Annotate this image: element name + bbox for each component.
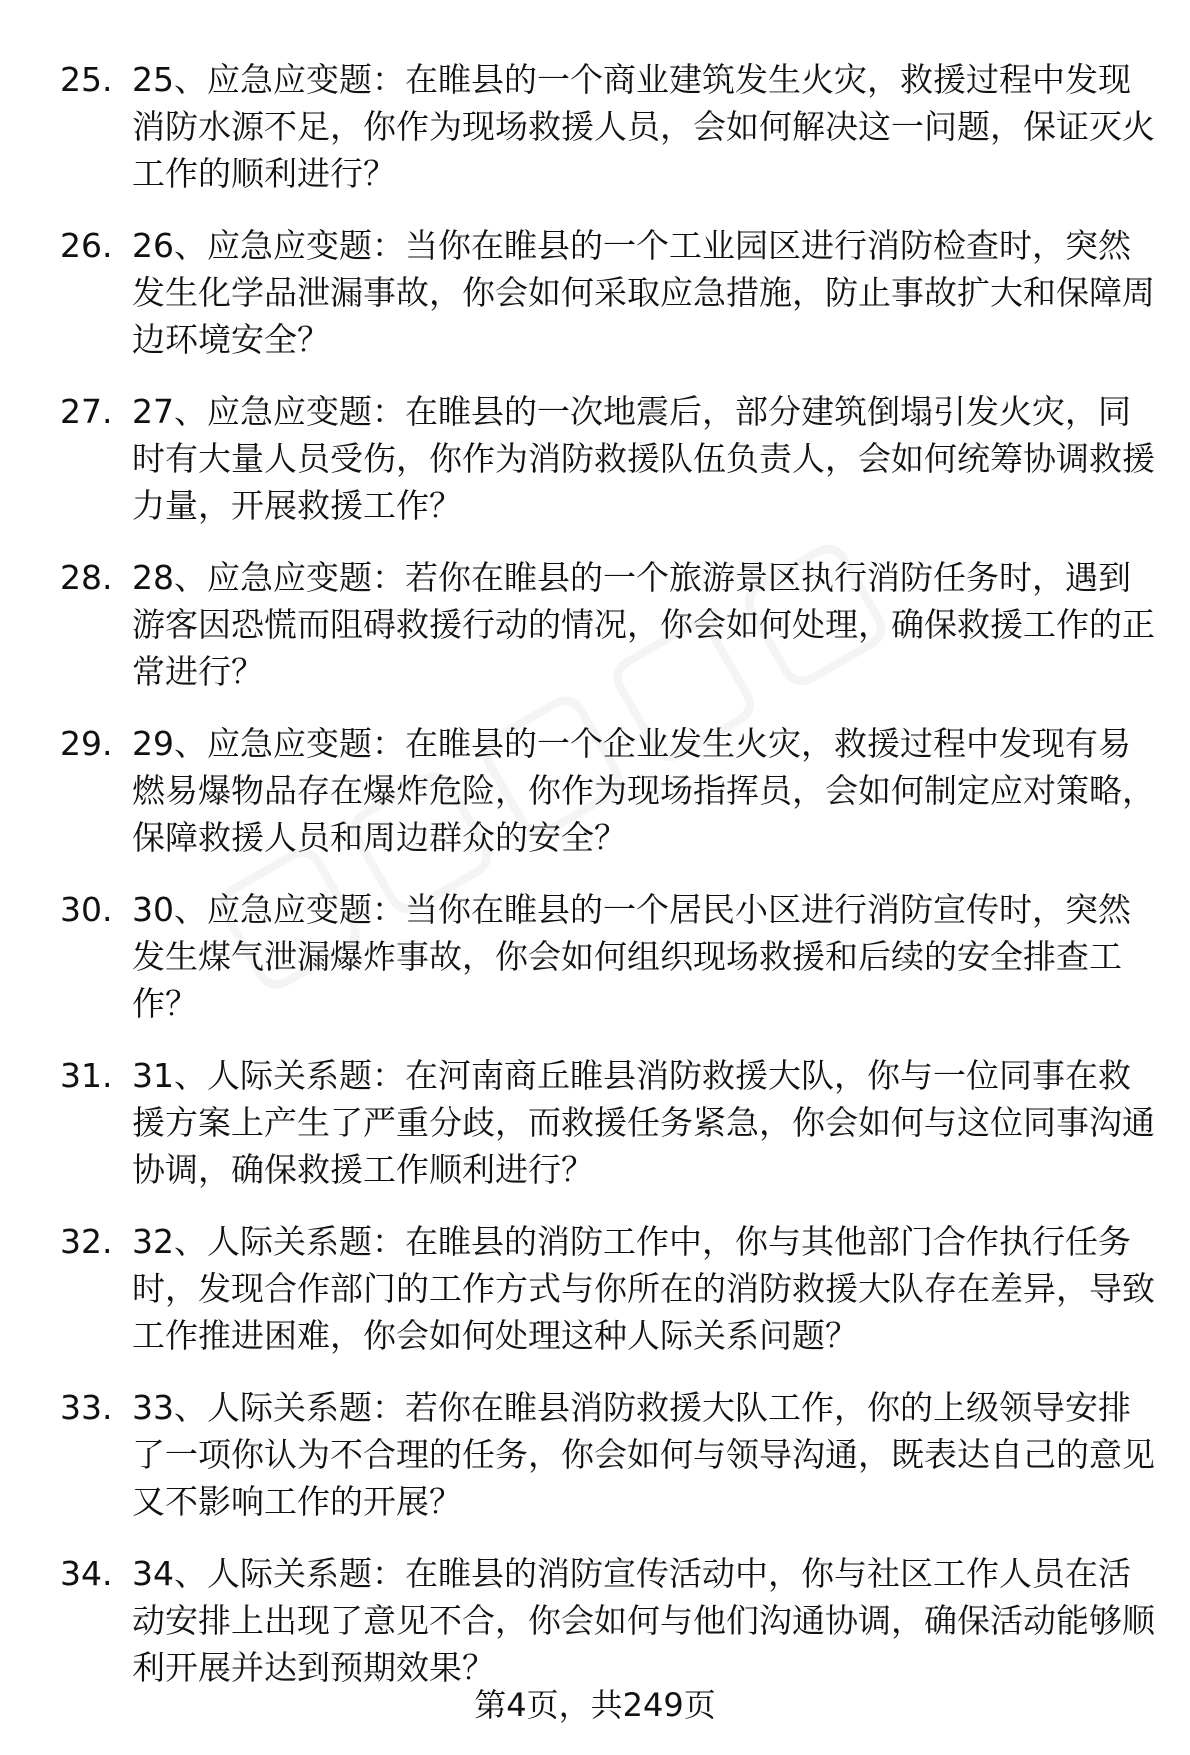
question-text: 25、应急应变题：在睢县的一个商业建筑发生火灾，救援过程中发现消防水源不足，你作为现场救援人员，会如何解决这一问题，保证灭火工作的顺利进行？ bbox=[132, 60, 1155, 193]
question-text: 26、应急应变题：当你在睢县的一个工业园区进行消防检查时，突然发生化学品泄漏事故，你会如何采取应急措施，防止事故扩大和保障周边环境安全？ bbox=[132, 226, 1155, 359]
question-item-30 bbox=[0, 886, 1190, 1052]
question-text: 27、应急应变题：在睢县的一次地震后，部分建筑倒塌引发火灾，同时有大量人员受伤，你作为消防救援队伍负责人，会如何统筹协调救援力量，开展救援工作？ bbox=[132, 392, 1155, 525]
question-item-32 bbox=[0, 1218, 1190, 1384]
question-text: 28、应急应变题：若你在睢县的一个旅游景区执行消防任务时，遇到游客因恐慌而阻碍救援行动的情况，你会如何处理，确保救援工作的正常进行？ bbox=[132, 558, 1155, 691]
question-number: 33. bbox=[60, 1388, 113, 1427]
question-number: 34. bbox=[60, 1554, 113, 1593]
question-item-33 bbox=[0, 1384, 1190, 1550]
question-number: 29. bbox=[60, 724, 113, 763]
question-number: 25. bbox=[60, 60, 113, 99]
question-text: 30、应急应变题：当你在睢县的一个居民小区进行消防宣传时，突然发生煤气泄漏爆炸事故，你会如何组织现场救援和后续的安全排查工作？ bbox=[132, 890, 1131, 1023]
question-number: 28. bbox=[60, 558, 113, 597]
question-text: 33、人际关系题：若你在睢县消防救援大队工作，你的上级领导安排了一项你认为不合理的任务，你会如何与领导沟通，既表达自己的意见又不影响工作的开展？ bbox=[132, 1388, 1155, 1521]
question-number: 31. bbox=[60, 1056, 113, 1095]
question-number: 30. bbox=[60, 890, 113, 929]
question-item-28 bbox=[0, 554, 1190, 720]
question-item-27 bbox=[0, 388, 1190, 554]
page-footer: 第4页，共249页 bbox=[474, 1686, 716, 1724]
question-item-25 bbox=[0, 56, 1190, 222]
question-text: 29、应急应变题：在睢县的一个企业发生火灾，救援过程中发现有易燃易爆物品存在爆炸危险，你作为现场指挥员，会如何制定应对策略，保障救援人员和周边群众的安全？ bbox=[132, 724, 1155, 857]
question-text: 31、人际关系题：在河南商丘睢县消防救援大队，你与一位同事在救援方案上产生了严重分歧，而救援任务紧急，你会如何与这位同事沟通协调，确保救援工作顺利进行？ bbox=[132, 1056, 1155, 1189]
question-text: 32、人际关系题：在睢县的消防工作中，你与其他部门合作执行任务时，发现合作部门的工作方式与你所在的消防救援大队存在差异，导致工作推进困难，你会如何处理这种人际关系问题？ bbox=[132, 1222, 1155, 1355]
question-number: 26. bbox=[60, 226, 113, 265]
question-item-29 bbox=[0, 720, 1190, 886]
question-item-26 bbox=[0, 222, 1190, 388]
question-list bbox=[0, 56, 1190, 1716]
question-item-31 bbox=[0, 1052, 1190, 1218]
question-number: 27. bbox=[60, 392, 113, 431]
question-number: 32. bbox=[60, 1222, 113, 1261]
question-text: 34、人际关系题：在睢县的消防宣传活动中，你与社区工作人员在活动安排上出现了意见不合，你会如何与他们沟通协调，确保活动能够顺利开展并达到预期效果？ bbox=[132, 1554, 1155, 1687]
